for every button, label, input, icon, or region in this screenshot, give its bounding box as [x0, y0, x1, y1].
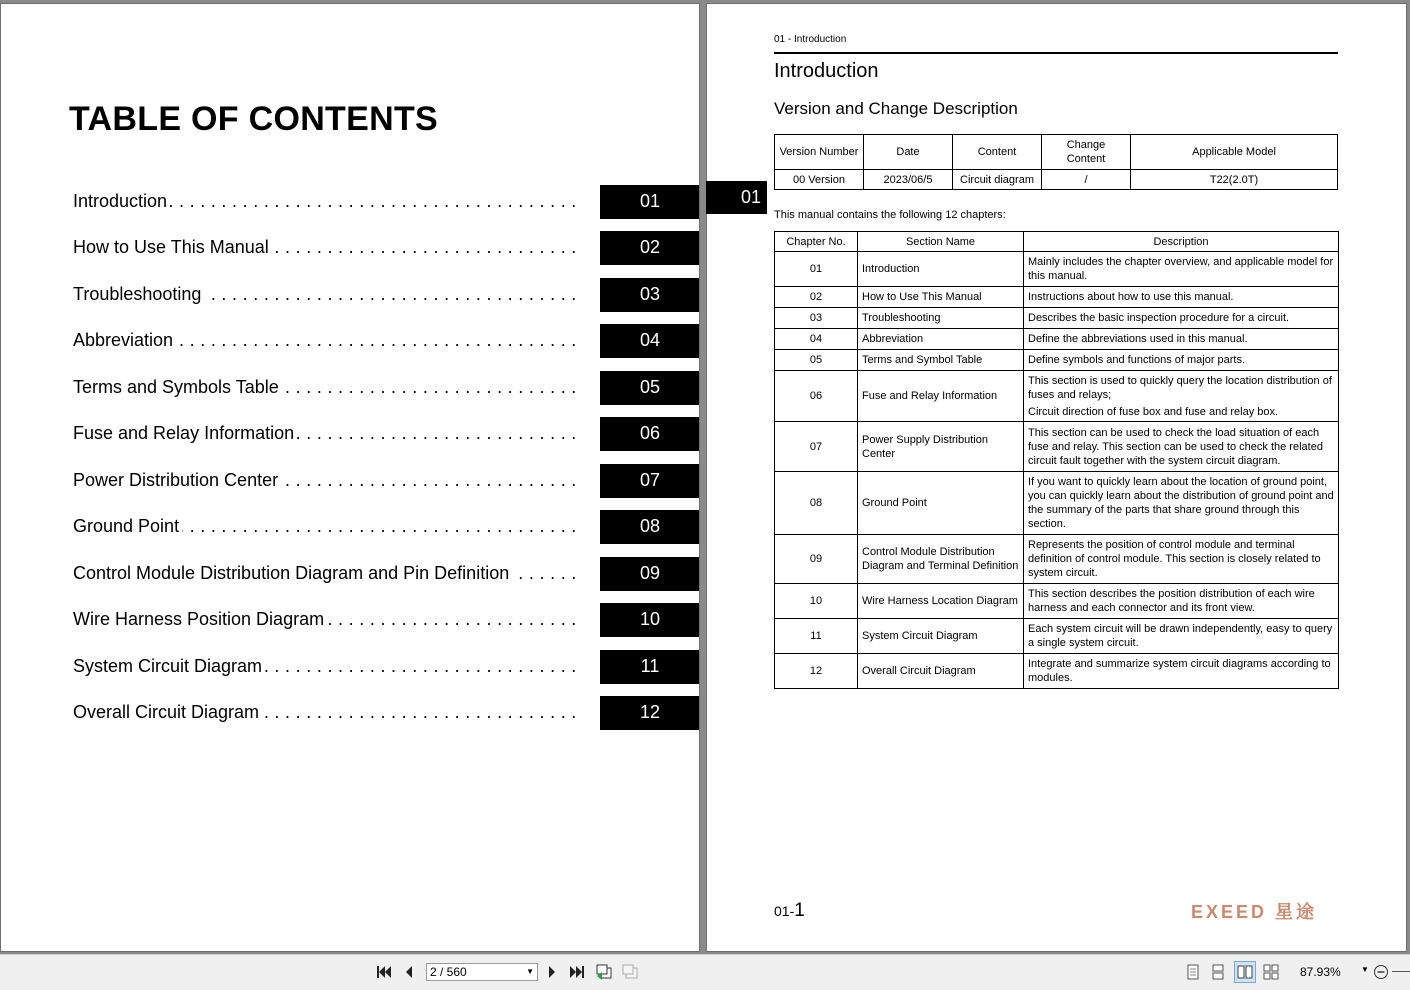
- table-header-cell: Chapter No.: [775, 232, 858, 252]
- chapter-number-cell: 03: [775, 308, 858, 329]
- go-back-view-button[interactable]: [593, 961, 615, 983]
- chapter-number-cell: 04: [775, 329, 858, 350]
- continuous-page-icon: [1211, 964, 1225, 980]
- first-page-icon: [376, 965, 392, 979]
- page-number-value: 1: [794, 900, 805, 921]
- toc-entry-label-wrap: [73, 654, 580, 678]
- chapter-number-cell: 09: [775, 535, 858, 584]
- toc-entry[interactable]: [73, 185, 700, 219]
- chapters-intro-text: This manual contains the following 12 chapters:: [774, 209, 1006, 221]
- chapter-description-line: This section describes the position distribution of each wire harness and each connector and its front view.: [1028, 588, 1315, 614]
- chapter-table-body: [775, 252, 1339, 689]
- continuous-facing-icon: [1263, 964, 1279, 980]
- table-row: [775, 287, 1339, 308]
- table-row: [775, 170, 1338, 190]
- toc-entry-label: Overall Circuit Diagram: [73, 702, 262, 722]
- chapter-name-cell: Troubleshooting: [858, 308, 1024, 329]
- chapter-number-cell: 07: [775, 422, 858, 472]
- last-page-button[interactable]: [566, 961, 588, 983]
- toc-entry-number: 08: [600, 510, 700, 544]
- toc-entry-number: 09: [600, 557, 700, 591]
- toc-entry-label-wrap: [73, 328, 580, 352]
- table-cell: T22(2.0T): [1131, 170, 1338, 190]
- toc-entry-label: Introduction: [73, 191, 170, 211]
- single-page-icon: [1186, 964, 1200, 980]
- exeed-brand-logo: [1191, 902, 1339, 920]
- chapter-description-line: Describes the basic inspection procedure for a circuit.: [1028, 312, 1290, 324]
- table-header-cell: Content: [953, 135, 1042, 170]
- chapter-description-line: This section can be used to check the load situation of each fuse and relay. This section can be used to check the related circuit fault together with the system circuit diagram.: [1028, 426, 1323, 467]
- table-row: [775, 654, 1339, 689]
- chapter-description-cell: [1024, 535, 1339, 584]
- table-row: [775, 371, 1339, 422]
- chapter-description-cell: [1024, 371, 1339, 422]
- toc-entry-number: 03: [600, 278, 700, 312]
- toc-entry-label: Troubleshooting: [73, 284, 204, 304]
- toc-entry-number: 05: [600, 371, 700, 405]
- toc-entry-number: 01: [600, 185, 700, 219]
- chapter-description-line: If you want to quickly learn about the location of ground point, you can quickly learn about the distribution of ground point and the summary of the parts that share ground through this section.: [1028, 476, 1334, 530]
- page-number-prefix: 01-: [774, 903, 795, 919]
- chapter-number-cell: 05: [775, 350, 858, 371]
- chapter-description-line: Each system circuit will be drawn independently, easy to query a single system circuit.: [1028, 623, 1333, 649]
- facing-pages-icon: [1237, 964, 1253, 980]
- toc-entry-number: 10: [600, 603, 700, 637]
- next-page-button[interactable]: [541, 961, 563, 983]
- table-header-cell: Date: [864, 135, 953, 170]
- chevron-down-icon[interactable]: ▼: [526, 967, 534, 976]
- page-number-field[interactable]: [426, 963, 538, 981]
- toc-entry-label: Fuse and Relay Information: [73, 423, 297, 443]
- toc-entry-number: 07: [600, 464, 700, 498]
- toc-entry[interactable]: [73, 371, 700, 405]
- page-number-field-value: 2 / 560: [430, 965, 467, 979]
- previous-page-button[interactable]: [398, 961, 420, 983]
- chapter-name-cell: Wire Harness Location Diagram: [858, 584, 1024, 619]
- toc-entry-label-wrap: [73, 235, 580, 259]
- table-cell: 2023/06/5: [864, 170, 953, 190]
- chapter-description-cell: [1024, 308, 1339, 329]
- toc-entry[interactable]: [73, 510, 700, 544]
- toc-entry-number: 04: [600, 324, 700, 358]
- toc-entry-label: Ground Point: [73, 516, 182, 536]
- toc-entry-label-wrap: [73, 700, 580, 724]
- table-header-cell: Change Content: [1042, 135, 1131, 170]
- table-header-cell: Version Number: [775, 135, 864, 170]
- table-row: [775, 252, 1339, 287]
- toc-title: TABLE OF CONTENTS: [69, 100, 439, 138]
- toc-entry-label-wrap: [73, 189, 580, 213]
- chapter-side-tab: 01: [706, 181, 767, 214]
- table-header-row: [775, 232, 1339, 252]
- chapter-name-cell: Overall Circuit Diagram: [858, 654, 1024, 689]
- previous-page-icon: [404, 965, 414, 979]
- table-header-cell: Applicable Model: [1131, 135, 1338, 170]
- page-title: Introduction: [774, 60, 879, 82]
- chapter-name-cell: Introduction: [858, 252, 1024, 287]
- toc-entry[interactable]: [73, 650, 700, 684]
- chapter-name-cell: Ground Point: [858, 472, 1024, 535]
- table-header-row: [775, 135, 1338, 170]
- toc-entry-label: Wire Harness Position Diagram: [73, 609, 327, 629]
- chapter-number-cell: 06: [775, 371, 858, 422]
- chapter-number-cell: 02: [775, 287, 858, 308]
- toc-entry-label-wrap: [73, 607, 580, 631]
- chapter-description-line: Instructions about how to use this manual.: [1028, 291, 1234, 303]
- running-header: 01 - Introduction: [774, 34, 847, 45]
- single-page-view-button[interactable]: [1182, 961, 1204, 983]
- first-page-button[interactable]: [373, 961, 395, 983]
- next-page-icon: [547, 965, 557, 979]
- table-cell: 00 Version: [775, 170, 864, 190]
- table-row: [775, 308, 1339, 329]
- toc-page: [0, 3, 700, 952]
- toc-entry-label: Abbreviation: [73, 330, 176, 350]
- chapter-name-cell: Abbreviation: [858, 329, 1024, 350]
- toc-entry-label-wrap: [73, 282, 580, 306]
- chapter-name-cell: Fuse and Relay Information: [858, 371, 1024, 422]
- section-subtitle: Version and Change Description: [774, 99, 1018, 118]
- toc-entry[interactable]: [73, 464, 700, 498]
- toc-entry-label: Control Module Distribution Diagram and Pin Definition: [73, 563, 512, 583]
- chapter-description-cell: [1024, 422, 1339, 472]
- toc-entry-label: Terms and Symbols Table: [73, 377, 282, 397]
- chapter-name-cell: Control Module Distribution Diagram and Terminal Definition: [858, 535, 1024, 584]
- chapter-description-cell: [1024, 654, 1339, 689]
- zoom-level[interactable]: 87.93%: [1300, 965, 1341, 979]
- chapter-description-line: This section is used to quickly query the location distribution of fuses and relays;: [1028, 374, 1332, 401]
- table-cell: /: [1042, 170, 1131, 190]
- toc-entry[interactable]: [73, 603, 700, 637]
- header-rule: [774, 52, 1338, 54]
- facing-pages-view-button[interactable]: [1234, 961, 1256, 983]
- toc-entry-number: 06: [600, 417, 700, 451]
- chapter-description-line: Mainly includes the chapter overview, and applicable model for this manual.: [1028, 256, 1334, 282]
- page-number: [774, 900, 805, 922]
- toc-entry-label-wrap: [73, 375, 580, 399]
- table-row: [775, 535, 1339, 584]
- table-row: [775, 472, 1339, 535]
- table-header-cell: Description: [1024, 232, 1339, 252]
- zoom-out-icon: [1373, 964, 1389, 980]
- toc-entry[interactable]: [73, 557, 700, 591]
- brand-logo-text: EXEED 星途: [1191, 902, 1318, 920]
- chapter-number-cell: 10: [775, 584, 858, 619]
- toc-entry-label: Power Distribution Center: [73, 470, 281, 490]
- zoom-dropdown-icon[interactable]: ▼: [1361, 965, 1369, 974]
- table-row: [775, 329, 1339, 350]
- go-forward-view-button[interactable]: [619, 961, 641, 983]
- continuous-facing-view-button[interactable]: [1260, 961, 1282, 983]
- viewer-toolbar: [0, 954, 1410, 990]
- toc-entry-number: 12: [600, 696, 700, 730]
- introduction-page: [706, 3, 1407, 952]
- table-header-cell: Section Name: [858, 232, 1024, 252]
- table-row: [775, 619, 1339, 654]
- chapter-description-cell: [1024, 252, 1339, 287]
- chapter-name-cell: How to Use This Manual: [858, 287, 1024, 308]
- toc-entry-number: 02: [600, 231, 700, 265]
- chapter-description-cell: [1024, 619, 1339, 654]
- chapter-description-line: Represents the position of control module and terminal definition of control module. This section is closely related to system circuit.: [1028, 539, 1321, 579]
- chapter-number-cell: 08: [775, 472, 858, 535]
- chapter-description-cell: [1024, 472, 1339, 535]
- version-table: [774, 134, 1338, 190]
- chapter-number-cell: 11: [775, 619, 858, 654]
- chapter-description-cell: [1024, 584, 1339, 619]
- zoom-out-button[interactable]: [1370, 961, 1392, 983]
- chapter-description-cell: [1024, 329, 1339, 350]
- chapter-name-cell: System Circuit Diagram: [858, 619, 1024, 654]
- table-row: [775, 584, 1339, 619]
- chapter-description-line: Define symbols and functions of major parts.: [1028, 354, 1246, 366]
- chapter-description-cell: [1024, 287, 1339, 308]
- toc-entry[interactable]: [73, 231, 700, 265]
- toc-entry-label: System Circuit Diagram: [73, 656, 265, 676]
- chapter-description-line: Circuit direction of fuse box and fuse and relay box.: [1028, 405, 1279, 418]
- table-row: [775, 350, 1339, 371]
- chapter-name-cell: Power Supply Distribution Center: [858, 422, 1024, 472]
- toc-entry[interactable]: [73, 278, 700, 312]
- continuous-view-button[interactable]: [1207, 961, 1229, 983]
- toc-entry-label-wrap: [73, 421, 580, 445]
- table-row: [775, 422, 1339, 472]
- chapter-number-cell: 01: [775, 252, 858, 287]
- toc-entry-label: How to Use This Manual: [73, 237, 272, 257]
- chapter-description-line: Define the abbreviations used in this manual.: [1028, 333, 1248, 345]
- chapter-description-cell: [1024, 350, 1339, 371]
- zoom-slider-track[interactable]: [1392, 971, 1410, 972]
- toc-entry[interactable]: [73, 696, 700, 730]
- toc-entry-label-wrap: [73, 561, 580, 585]
- previous-view-icon: [595, 964, 613, 980]
- chapter-number-cell: 12: [775, 654, 858, 689]
- table-cell: Circuit diagram: [953, 170, 1042, 190]
- next-view-icon: [621, 964, 639, 980]
- toc-entry-label-wrap: [73, 468, 580, 492]
- last-page-icon: [569, 965, 585, 979]
- chapter-table: [774, 231, 1339, 689]
- toc-entry-label-wrap: [73, 514, 580, 538]
- chapter-name-cell: Terms and Symbol Table: [858, 350, 1024, 371]
- chapter-description-line: Integrate and summarize system circuit diagrams according to modules.: [1028, 658, 1331, 684]
- toc-entry[interactable]: [73, 324, 700, 358]
- toc-entry-number: 11: [600, 650, 700, 684]
- toc-entry[interactable]: [73, 417, 700, 451]
